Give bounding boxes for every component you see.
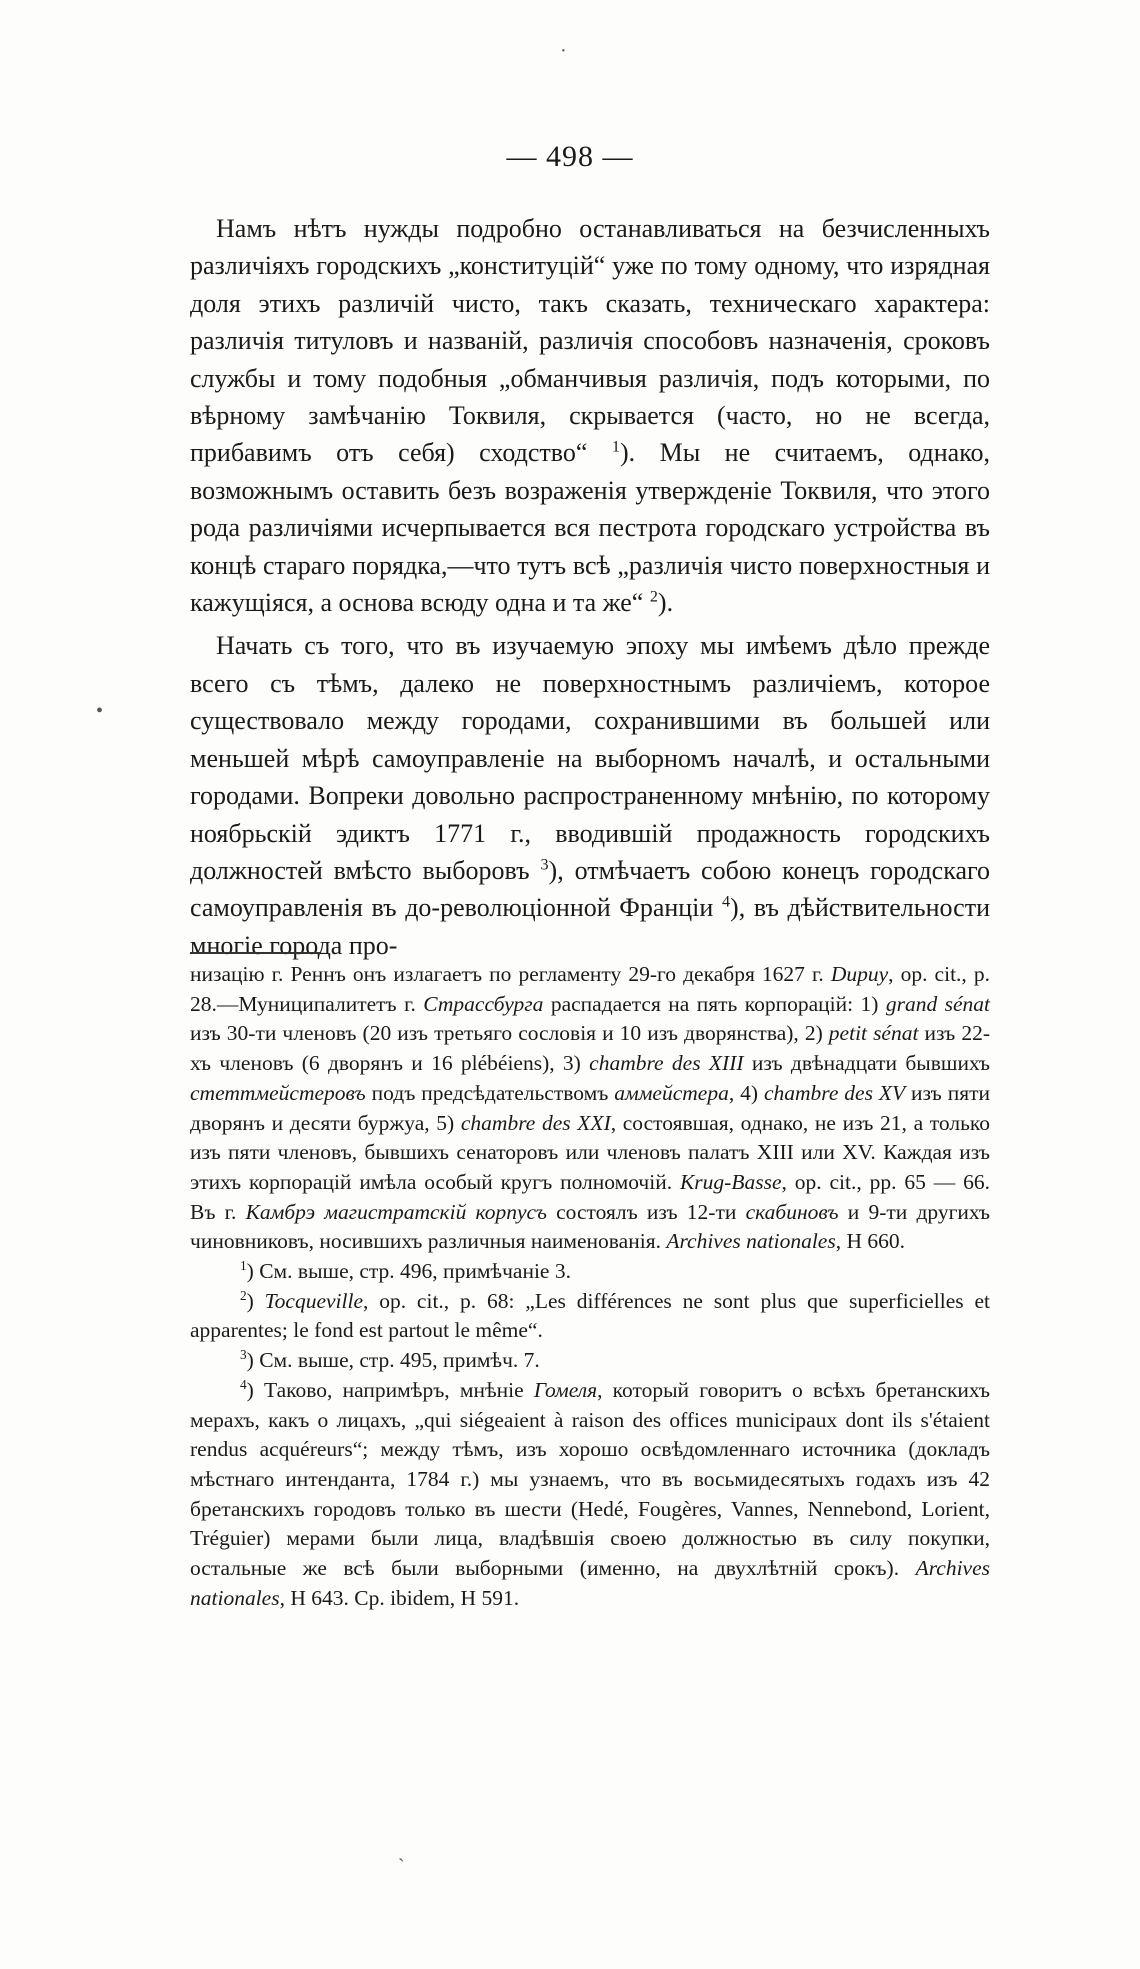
footnote-2-text: , op. cit., p. 68: „Les différences ne sont plus que superficielles et apparentes; le fond est partout le même“. bbox=[190, 1288, 990, 1343]
paragraph-2-text-2: , отмѣчаетъ собою конецъ городскаго самоуправленія въ до-революціонной Франціи bbox=[190, 855, 991, 923]
margin-speck: • bbox=[96, 700, 104, 722]
footnote-continuation bbox=[190, 960, 990, 1257]
fn-cont-italic: chambre des XIII bbox=[589, 1051, 744, 1076]
fn-cont-italic: Камбрэ магистратскій корпусъ bbox=[245, 1199, 547, 1224]
footnote-2: $^2$) Tocqueville, op. cit., p. 68: „Les différences ne sont plus que superficielles et apparentes; le fond est partout le même“. bbox=[190, 1287, 990, 1343]
fn-cont-italic: аммейстера bbox=[614, 1080, 729, 1105]
fn-cont-italic: Dupuy bbox=[830, 962, 889, 986]
footnote-2-author: Tocqueville bbox=[264, 1288, 363, 1313]
paragraph-2-text: Начать съ того, что въ изучаемую эпоху мы имѣемъ дѣло прежде всего съ тѣмъ, далеко не поверхностнымъ различіемъ, которое существовало между городами, сохранившими въ большей или меньшей мѣрѣ самоуправленіе на выборномъ началѣ, и остальными городами. Вопреки довольно распространенному мнѣнію, по которому ноябрьскій эдиктъ 1771 г., вводившій продажность городскихъ должностей вмѣсто выборовъ bbox=[190, 631, 990, 885]
fn-cont-text: , op. cit., pp. 65 — 66. Въ г. bbox=[190, 1169, 990, 1224]
footnote-4-text: Таково, напримѣръ, мнѣніе bbox=[264, 1377, 534, 1402]
fn-cont-text: , состоявшая, однако, не изъ 21, а только изъ пяти членовъ, бывшихъ сенаторовъ или членовъ палатъ XIII или XV. Каждая изъ этихъ корпорацій имѣла особый кругъ полномочій. bbox=[190, 1110, 990, 1194]
paragraph-1-text-2: . Мы не считаемъ, однако, возможнымъ оставить безъ возраженія утвержденіе Токвиля, что этого рода различіями исчерпывается вся пестрота городскаго устройства въ концѣ стараго порядка,—что тутъ всѣ „различія чисто поверхностныя и кажущіяся, а основа всюду одна и та же“ bbox=[190, 438, 991, 618]
footnote-3-mark: 3 bbox=[240, 1346, 247, 1362]
fn-cont-text: , H 660. bbox=[835, 1229, 906, 1254]
paragraph-1-text: Намъ нѣтъ нужды подробно останавливаться на безчисленныхъ различіяхъ городскихъ „конституцій“ уже по тому одному, что изрядная доля этихъ различій чисто, такъ сказать, техническаго характера: различія титуловъ и названій, различія способовъ назначенія, сроковъ службы и тому подобныя „обманчивыя различія, подъ которыми, по вѣрному замѣчанію Токвиля, скрывается (часто, но не всегда, прибавимъ отъ себя) сходство“ bbox=[190, 214, 990, 468]
fn-cont-text: , 4) bbox=[728, 1080, 764, 1105]
fn-cont-text: состоялъ изъ 12-ти bbox=[546, 1199, 746, 1224]
footnote-divider bbox=[190, 952, 320, 954]
paragraph-1: Намъ нѣтъ нужды подробно останавливаться на безчисленныхъ различіяхъ городскихъ „конституцій“ уже по тому одному, что изрядная доля этихъ различій чисто, такъ сказать, техническаго характера: различія титуловъ и названій, различія способовъ назначенія, сроковъ службы и тому подобныя „обманчивыя различія, подъ которыми, по вѣрному замѣчанію Токвиля, скрывается (часто, но не всегда, прибавимъ отъ себя) сходство“ $^1$). Мы не считаемъ, однако, возможнымъ оставить безъ возраженія утвержденіе Токвиля, что этого рода различіями исчерпывается вся пестрота городскаго устройства въ концѣ стараго порядка,—что тутъ всѣ „различія чисто поверхностныя и кажущіяся, а основа всюду одна и та же“ $^2$). bbox=[190, 214, 991, 618]
footnotes bbox=[190, 960, 990, 1613]
fn-cont-text: подъ предсѣдательствомъ bbox=[365, 1080, 615, 1105]
fn-cont-text: низацію г. Реннъ онъ излагаетъ по регламенту 29-го декабря 1627 г. bbox=[190, 962, 831, 986]
fn-cont-text: , op. cit., p. 28.—Муниципалитетъ г. bbox=[190, 962, 990, 1016]
fn-cont-italic: Krug-Basse bbox=[679, 1169, 782, 1194]
footnote-4-italic: Archives nationales bbox=[190, 1556, 990, 1610]
fn-cont-italic: Страссбурга bbox=[423, 991, 544, 1016]
footnote-4-mark: 4 bbox=[240, 1376, 247, 1392]
fn-cont-italic: стеттмейстеровъ bbox=[190, 1080, 366, 1105]
footnote-ref-1: 1 bbox=[611, 438, 620, 456]
footnote-3-text: См. выше, стр. 495, примѣч. 7. bbox=[259, 1348, 540, 1373]
fn-cont-italic: chambre des XV bbox=[763, 1080, 906, 1105]
paragraph-1-text-3: . bbox=[666, 588, 674, 618]
fn-cont-text: изъ 30-ти членовъ (20 изъ третьяго сословія и 10 изъ дворянства), 2) bbox=[190, 1021, 829, 1046]
fn-cont-text: изъ пяти дворянъ и десяти буржуа, 5) bbox=[190, 1080, 990, 1135]
fn-cont-text: изъ двѣнадцати бывшихъ bbox=[743, 1051, 991, 1076]
bottom-speck: ˏ bbox=[398, 1840, 405, 1862]
main-text bbox=[190, 210, 990, 964]
fn-cont-text: распадается на пять корпорацій: 1) bbox=[543, 991, 886, 1016]
footnote-ref-4: 4 bbox=[721, 893, 731, 911]
specks-mark: · bbox=[560, 40, 567, 62]
footnote-4: $^4$) Таково, напримѣръ, мнѣніе Гомеля, который говоритъ о всѣхъ бретанскихъ мерахъ, какъ о лицахъ, „qui siégeaient à raison des offices municipaux dont ils s'étaient rendus acquéreurs“; между тѣмъ, изъ хорошо освѣдомленнаго источника (докладъ мѣстнаго интенданта, 1784 г.) мы узнаемъ, что въ восьмидесятыхъ годахъ изъ 42 бретанскихъ городовъ только въ шести (Hedé, Fougères, Vannes, Nennebond, Lorient, Tréguier) мерами были лица, владѣвшія своею должностью въ силу покупки, остальные же всѣ были выборными (именно, на двухлѣтній срокъ). Archives nationales, H 643. Ср. ibidem, H 591. bbox=[190, 1376, 990, 1610]
footnote-4-italic: Гомеля bbox=[533, 1377, 598, 1402]
footnote-4-text: , который говоритъ о всѣхъ бретанскихъ мерахъ, какъ о лицахъ, „qui siégeaient à raison des offices municipaux dont ils s'étaient rendus acquéreurs“; между тѣмъ, изъ хорошо освѣдомленнаго источника (докладъ мѣстнаго интенданта, 1784 г.) мы узнаемъ, что въ восьмидесятыхъ годахъ изъ 42 бретанскихъ городовъ только въ шести (Hedé, Fougères, Vannes, Nennebond, Lorient, Tréguier) мерами были лица, владѣвшія своею должностью въ силу покупки, остальные же всѣ были выборными (именно, на двухлѣтній срокъ). bbox=[190, 1377, 990, 1581]
footnote-1-mark: 1 bbox=[240, 1257, 247, 1273]
fn-cont-italic: скабиновъ bbox=[745, 1199, 839, 1224]
fn-cont-italic: petit sénat bbox=[828, 1021, 919, 1046]
fn-cont-italic: Archives nationales bbox=[666, 1229, 836, 1254]
footnote-2-mark: 2 bbox=[240, 1287, 247, 1303]
fn-cont-italic: grand sénat bbox=[885, 991, 990, 1016]
footnote-ref-2: 2 bbox=[649, 588, 658, 606]
fn-cont-italic: chambre des XXI bbox=[460, 1110, 611, 1135]
fn-cont-text: изъ 22-хъ членовъ (6 дворянъ и 16 plébéiens), 3) bbox=[190, 1021, 990, 1076]
footnote-1: $^1$) См. выше, стр. 496, примѣчаніе 3. bbox=[240, 1257, 571, 1284]
fn-cont-text: и 9-ти другихъ чиновниковъ, носившихъ различныя наименованія. bbox=[190, 1199, 990, 1254]
paragraph-2: Начать съ того, что въ изучаемую эпоху мы имѣемъ дѣло прежде всего съ тѣмъ, далеко не поверхностнымъ различіемъ, которое существовало между городами, сохранившими въ большей или меньшей мѣрѣ самоуправленіе на выборномъ началѣ, и остальными городами. Вопреки довольно распространенному мнѣнію, по которому ноябрьскій эдиктъ 1771 г., вводившій продажность городскихъ должностей вмѣсто выборовъ $^3$), отмѣчаетъ собою конецъ городскаго самоуправленія въ до-революціонной Франціи $^4$), въ дѣйствительности многіе города про- bbox=[190, 631, 991, 960]
footnote-3: $^3$) См. выше, стр. 495, примѣч. 7. bbox=[240, 1346, 540, 1373]
page-number: — 498 — bbox=[506, 140, 634, 173]
paragraph-2-text-3: , въ дѣйствительности многіе города про- bbox=[190, 893, 990, 960]
footnote-ref-3: 3 bbox=[540, 856, 549, 874]
footnote-4-text: , H 643. Ср. ibidem, H 591. bbox=[279, 1585, 520, 1610]
footnote-1-text: См. выше, стр. 496, примѣчаніе 3. bbox=[259, 1259, 571, 1284]
